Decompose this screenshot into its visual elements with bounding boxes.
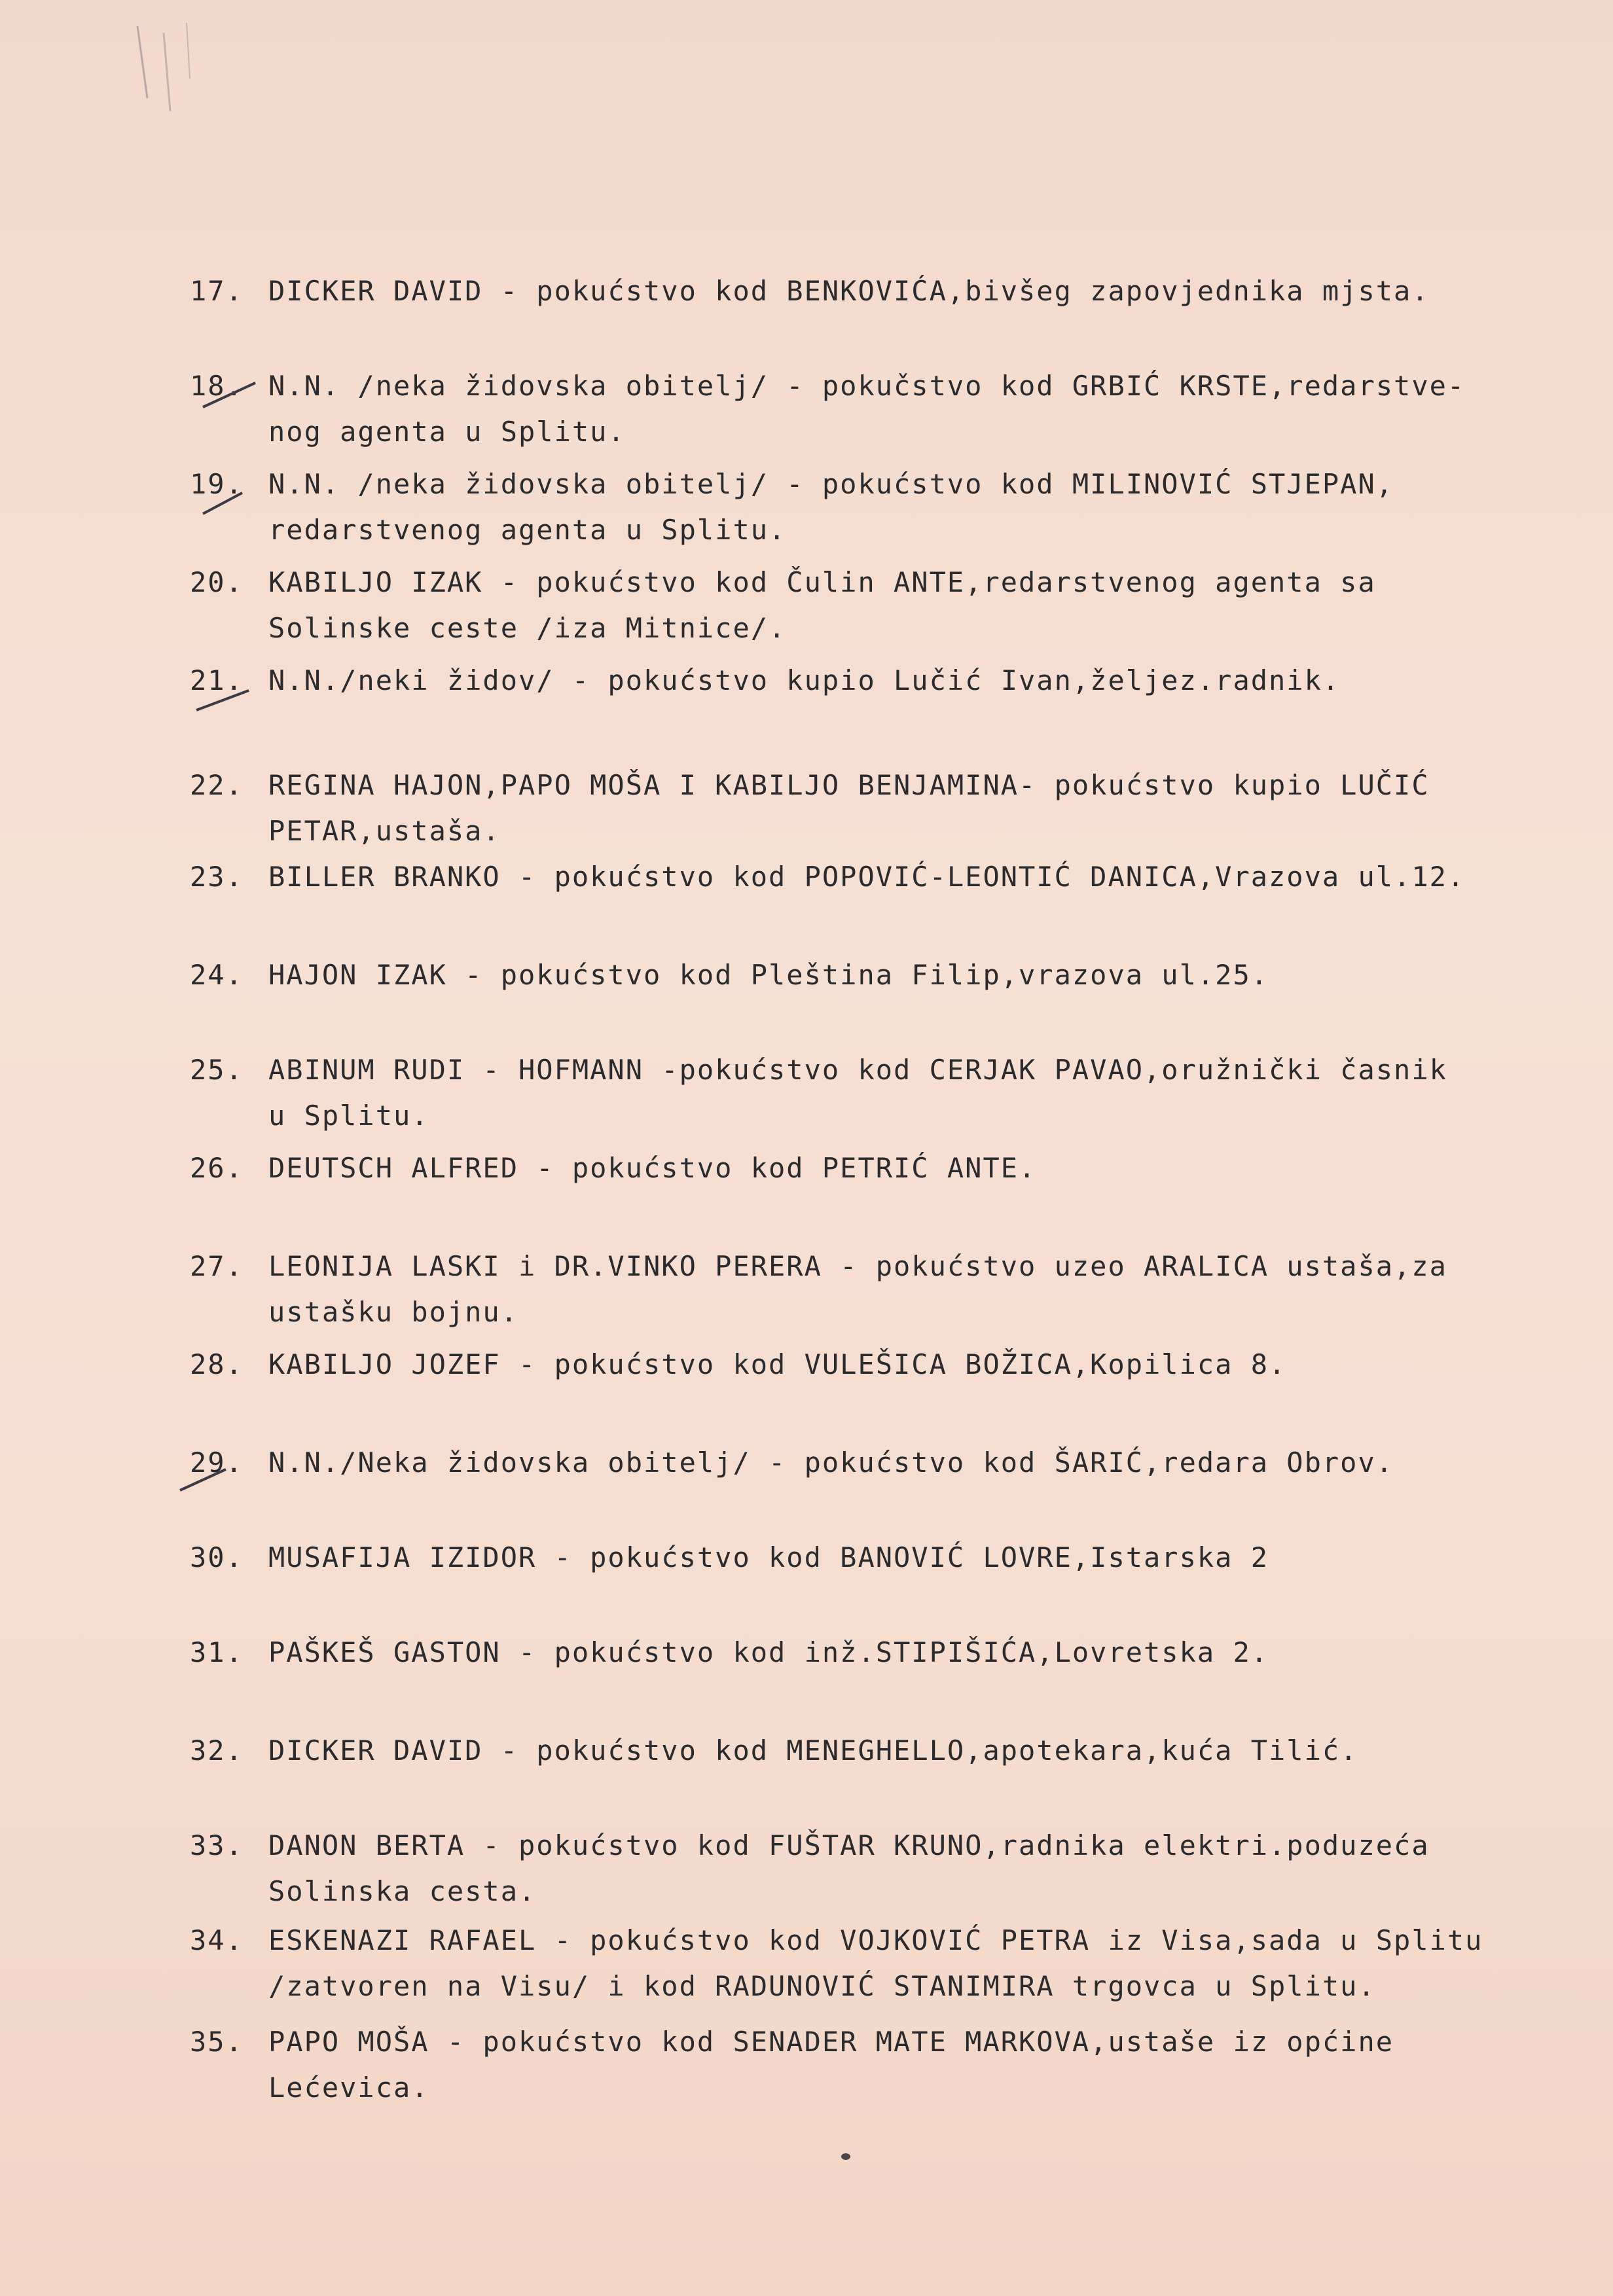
entry-continuation: ustašku bojnu. xyxy=(268,1296,519,1328)
entry-line xyxy=(190,854,1597,900)
ink-dot-mark xyxy=(841,2153,850,2160)
pencil-tick-mark-19 xyxy=(196,488,255,520)
entry-continuation: u Splitu. xyxy=(268,1100,429,1132)
list-item xyxy=(190,461,1597,553)
entry-number: 19. xyxy=(190,468,244,500)
entry-text: DICKER DAVID - pokućstvo kod MENEGHELLO,apotekara,kuća Tilić. xyxy=(268,1734,1358,1767)
entry-continuation: Solinska cesta. xyxy=(268,1875,537,1907)
entry-text: HAJON IZAK - pokućstvo kod Pleština Filip,vrazova ul.25. xyxy=(268,959,1269,991)
entry-number: 31. xyxy=(190,1636,244,1668)
pencil-tick-mark-18 xyxy=(200,380,259,412)
entry-line xyxy=(190,1630,1597,1676)
entry-text: DEUTSCH ALFRED - pokućstvo kod PETRIĆ ANTE. xyxy=(268,1152,1037,1184)
entry-text: N.N./neki židov/ - pokućstvo kupio Lučić Ivan,željez.radnik. xyxy=(268,664,1341,696)
entry-line xyxy=(190,1342,1597,1388)
list-item xyxy=(190,2019,1597,2111)
entry-continuation: nog agenta u Splitu. xyxy=(268,416,626,448)
entry-line xyxy=(190,1535,1597,1581)
entry-text: LEONIJA LASKI i DR.VINKO PERERA - pokućstvo uzeo ARALICA ustaša,za xyxy=(268,1250,1447,1282)
entry-line xyxy=(190,952,1597,998)
entry-number: 25. xyxy=(190,1054,244,1086)
entry-number: 26. xyxy=(190,1152,244,1184)
entry-number: 35. xyxy=(190,2026,244,2058)
entry-line xyxy=(190,1918,1597,1964)
entry-line xyxy=(190,268,1597,314)
list-item xyxy=(190,1535,1597,1581)
entry-line xyxy=(190,658,1597,704)
entry-text: MUSAFIJA IZIDOR - pokućstvo kod BANOVIĆ LOVRE,Istarska 2 xyxy=(268,1541,1269,1573)
entry-text: DANON BERTA - pokućstvo kod FUŠTAR KRUNO,radnika elektri.poduzeća xyxy=(268,1829,1430,1861)
entry-line xyxy=(190,560,1597,605)
list-item xyxy=(190,1047,1597,1139)
list-item xyxy=(190,560,1597,651)
entry-continuation: PETAR,ustaša. xyxy=(268,815,501,847)
entry-number: 22. xyxy=(190,769,244,801)
list-item xyxy=(190,363,1597,455)
entry-line xyxy=(190,2019,1597,2065)
entry-line xyxy=(190,1728,1597,1774)
pencil-scribble-mark xyxy=(124,20,203,118)
list-item xyxy=(190,1145,1597,1191)
list-item xyxy=(190,854,1597,900)
entry-text: ABINUM RUDI - HOFMANN -pokućstvo kod CERJAK PAVAO,oružnički časnik xyxy=(268,1054,1447,1086)
entry-line xyxy=(190,1823,1597,1869)
entry-continuation: redarstvenog agenta u Splitu. xyxy=(268,514,787,546)
list-item xyxy=(190,1918,1597,2009)
entry-continuation: Lećevica. xyxy=(268,2072,429,2104)
entry-text: N.N./Neka židovska obitelj/ - pokućstvo kod ŠARIĆ,redara Obrov. xyxy=(268,1446,1394,1479)
entry-continuation: Solinske ceste /iza Mitnice/. xyxy=(268,612,787,644)
entry-text: BILLER BRANKO - pokućstvo kod POPOVIĆ-LEONTIĆ DANICA,Vrazova ul.12. xyxy=(268,861,1466,893)
list-item xyxy=(190,1244,1597,1335)
entry-number: 29. xyxy=(190,1446,244,1479)
entry-line xyxy=(190,1244,1597,1289)
entry-text: REGINA HAJON,PAPO MOŠA I KABILJO BENJAMINA- pokućstvo kupio LUČIĆ xyxy=(268,769,1430,801)
entry-number: 17. xyxy=(190,275,244,307)
entry-text: DICKER DAVID - pokućstvo kod BENKOVIĆA,bivšeg zapovjednika mjsta. xyxy=(268,275,1430,307)
entry-text: PAPO MOŠA - pokućstvo kod SENADER MATE MARKOVA,ustaše iz općine xyxy=(268,2026,1394,2058)
list-item xyxy=(190,1728,1597,1774)
entry-line xyxy=(190,1047,1597,1093)
entry-number: 21. xyxy=(190,664,244,696)
entry-number: 23. xyxy=(190,861,244,893)
entry-text: ESKENAZI RAFAEL - pokućstvo kod VOJKOVIĆ PETRA iz Visa,sada u Splitu xyxy=(268,1924,1483,1956)
entry-line xyxy=(190,1440,1597,1486)
entry-continuation: /zatvoren na Visu/ i kod RADUNOVIĆ STANIMIRA trgovca u Splitu. xyxy=(268,1970,1376,2002)
entry-text: PAŠKEŠ GASTON - pokućstvo kod inž.STIPIŠIĆA,Lovretska 2. xyxy=(268,1636,1269,1668)
list-item xyxy=(190,268,1597,314)
list-item xyxy=(190,1342,1597,1388)
entry-number: 20. xyxy=(190,566,244,598)
entry-number: 30. xyxy=(190,1541,244,1573)
entry-line xyxy=(190,762,1597,808)
entry-line xyxy=(190,1145,1597,1191)
list-item xyxy=(190,1440,1597,1486)
entry-text: N.N. /neka židovska obitelj/ - pokučstvo kod GRBIĆ KRSTE,redarstve- xyxy=(268,370,1466,402)
entry-number: 33. xyxy=(190,1829,244,1861)
entry-line xyxy=(190,461,1597,507)
list-item xyxy=(190,1630,1597,1676)
pencil-tick-mark-21 xyxy=(193,684,252,717)
pencil-tick-mark-29 xyxy=(177,1463,236,1496)
entry-number: 24. xyxy=(190,959,244,991)
entry-number: 28. xyxy=(190,1348,244,1380)
list-item xyxy=(190,762,1597,854)
list-item xyxy=(190,952,1597,998)
list-item xyxy=(190,658,1597,704)
list-item xyxy=(190,1823,1597,1914)
entry-number: 27. xyxy=(190,1250,244,1282)
entry-number: 34. xyxy=(190,1924,244,1956)
entry-line xyxy=(190,363,1597,409)
entry-number: 32. xyxy=(190,1734,244,1767)
entry-text: KABILJO IZAK - pokućstvo kod Čulin ANTE,redarstvenog agenta sa xyxy=(268,566,1376,598)
entry-text: N.N. /neka židovska obitelj/ - pokućstvo kod MILINOVIĆ STJEPAN, xyxy=(268,468,1394,500)
entry-text: KABILJO JOZEF - pokućstvo kod VULEŠICA BOŽICA,Kopilica 8. xyxy=(268,1348,1287,1380)
entry-number: 18. xyxy=(190,370,244,402)
